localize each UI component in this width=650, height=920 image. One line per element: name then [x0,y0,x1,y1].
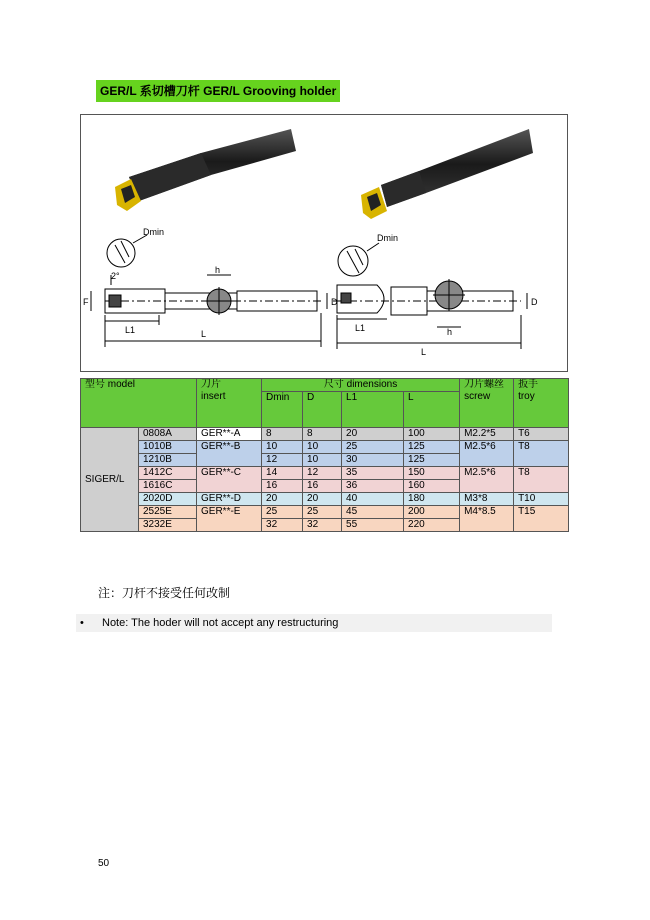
d-cell: 10 [303,441,342,454]
table-header-row [81,379,569,392]
left-dmin-label: Dmin [143,227,165,237]
d-cell: 16 [303,480,342,493]
model-cell: 2020D [139,493,197,506]
header-l: L [404,392,460,428]
l-cell: 125 [404,454,460,467]
l-cell: 200 [404,506,460,519]
note-english-text: Note: The hoder will not accept any restructuring [102,617,339,629]
insert-cell: GER**-D [197,493,262,506]
screw-cell: M2.5*6 [460,441,514,467]
l1-cell: 30 [342,454,404,467]
note-english [76,614,552,632]
table-row [81,506,569,519]
note-chinese: 注：刀杆不接受任何改制 [98,586,231,600]
right-technical-drawing [333,243,527,349]
l-cell: 125 [404,441,460,454]
insert-cell: GER**-A [197,428,262,441]
model-cell: 0808A [139,428,197,441]
model-cell: 3232E [139,519,197,532]
right-l1-label: L1 [355,323,366,333]
header-screw: 刀片螺丝 screw [460,379,514,428]
page-number: 50 [98,858,110,869]
right-l-label: L [421,347,427,357]
dmin-cell: 14 [262,467,303,480]
model-cell: 1210B [139,454,197,467]
left-l-label: L [201,329,207,339]
screw-cell: M2.2*5 [460,428,514,441]
troy-cell: T10 [514,493,569,506]
l1-cell: 35 [342,467,404,480]
insert-cell: GER**-B [197,441,262,467]
d-cell: 12 [303,467,342,480]
right-holder-render [361,129,533,219]
left-l1-label: L1 [125,325,136,335]
l1-cell: 36 [342,480,404,493]
dmin-cell: 16 [262,480,303,493]
holder-drawing [81,115,567,371]
l1-cell: 45 [342,506,404,519]
l1-cell: 25 [342,441,404,454]
dmin-cell: 20 [262,493,303,506]
screw-cell: M4*8.5 [460,506,514,532]
model-cell: 2525E [139,506,197,519]
model-cell: 1616C [139,480,197,493]
dmin-cell: 32 [262,519,303,532]
l1-cell: 20 [342,428,404,441]
left-d-label: D [331,297,338,307]
left-h-label: h [215,265,221,275]
page-title: GER/L 系切槽刀杆 GER/L Grooving holder [96,80,340,102]
right-d-label: D [531,297,538,307]
l1-cell: 40 [342,493,404,506]
insert-cell: GER**-C [197,467,262,493]
table-row [81,493,569,506]
dmin-cell: 25 [262,506,303,519]
right-h-label: h [447,327,453,337]
header-troy: 扳手 troy [514,379,569,428]
d-cell: 25 [303,506,342,519]
dmin-cell: 12 [262,454,303,467]
d-cell: 32 [303,519,342,532]
model-cell: 1412C [139,467,197,480]
left-holder-render [115,129,296,211]
d-cell: 8 [303,428,342,441]
troy-cell: T8 [514,441,569,467]
bullet-icon: • [80,617,84,629]
header-dmin: Dmin [262,392,303,428]
l-cell: 220 [404,519,460,532]
screw-cell: M2.5*6 [460,467,514,493]
dmin-cell: 10 [262,441,303,454]
spec-table [80,378,569,532]
header-insert: 刀片 insert [197,379,262,428]
l-cell: 160 [404,480,460,493]
table-row [81,441,569,454]
angle-label: 2° [111,271,120,281]
d-cell: 20 [303,493,342,506]
series-cell: SIGER/L [81,428,139,532]
dmin-cell: 8 [262,428,303,441]
l-cell: 100 [404,428,460,441]
l-cell: 150 [404,467,460,480]
header-l1: L1 [342,392,404,428]
model-cell: 1010B [139,441,197,454]
troy-cell: T15 [514,506,569,532]
troy-cell: T6 [514,428,569,441]
troy-cell: T8 [514,467,569,493]
right-dmin-label: Dmin [377,233,399,243]
table-row [81,428,569,441]
screw-cell: M3*8 [460,493,514,506]
header-dimensions: 尺寸 dimensions [262,379,460,392]
header-d: D [303,392,342,428]
l1-cell: 55 [342,519,404,532]
header-model: 型号 model [81,379,197,428]
left-f-label: F [83,297,89,307]
l-cell: 180 [404,493,460,506]
insert-cell: GER**-E [197,506,262,532]
table-row [81,467,569,480]
holder-figure [80,114,568,372]
d-cell: 10 [303,454,342,467]
